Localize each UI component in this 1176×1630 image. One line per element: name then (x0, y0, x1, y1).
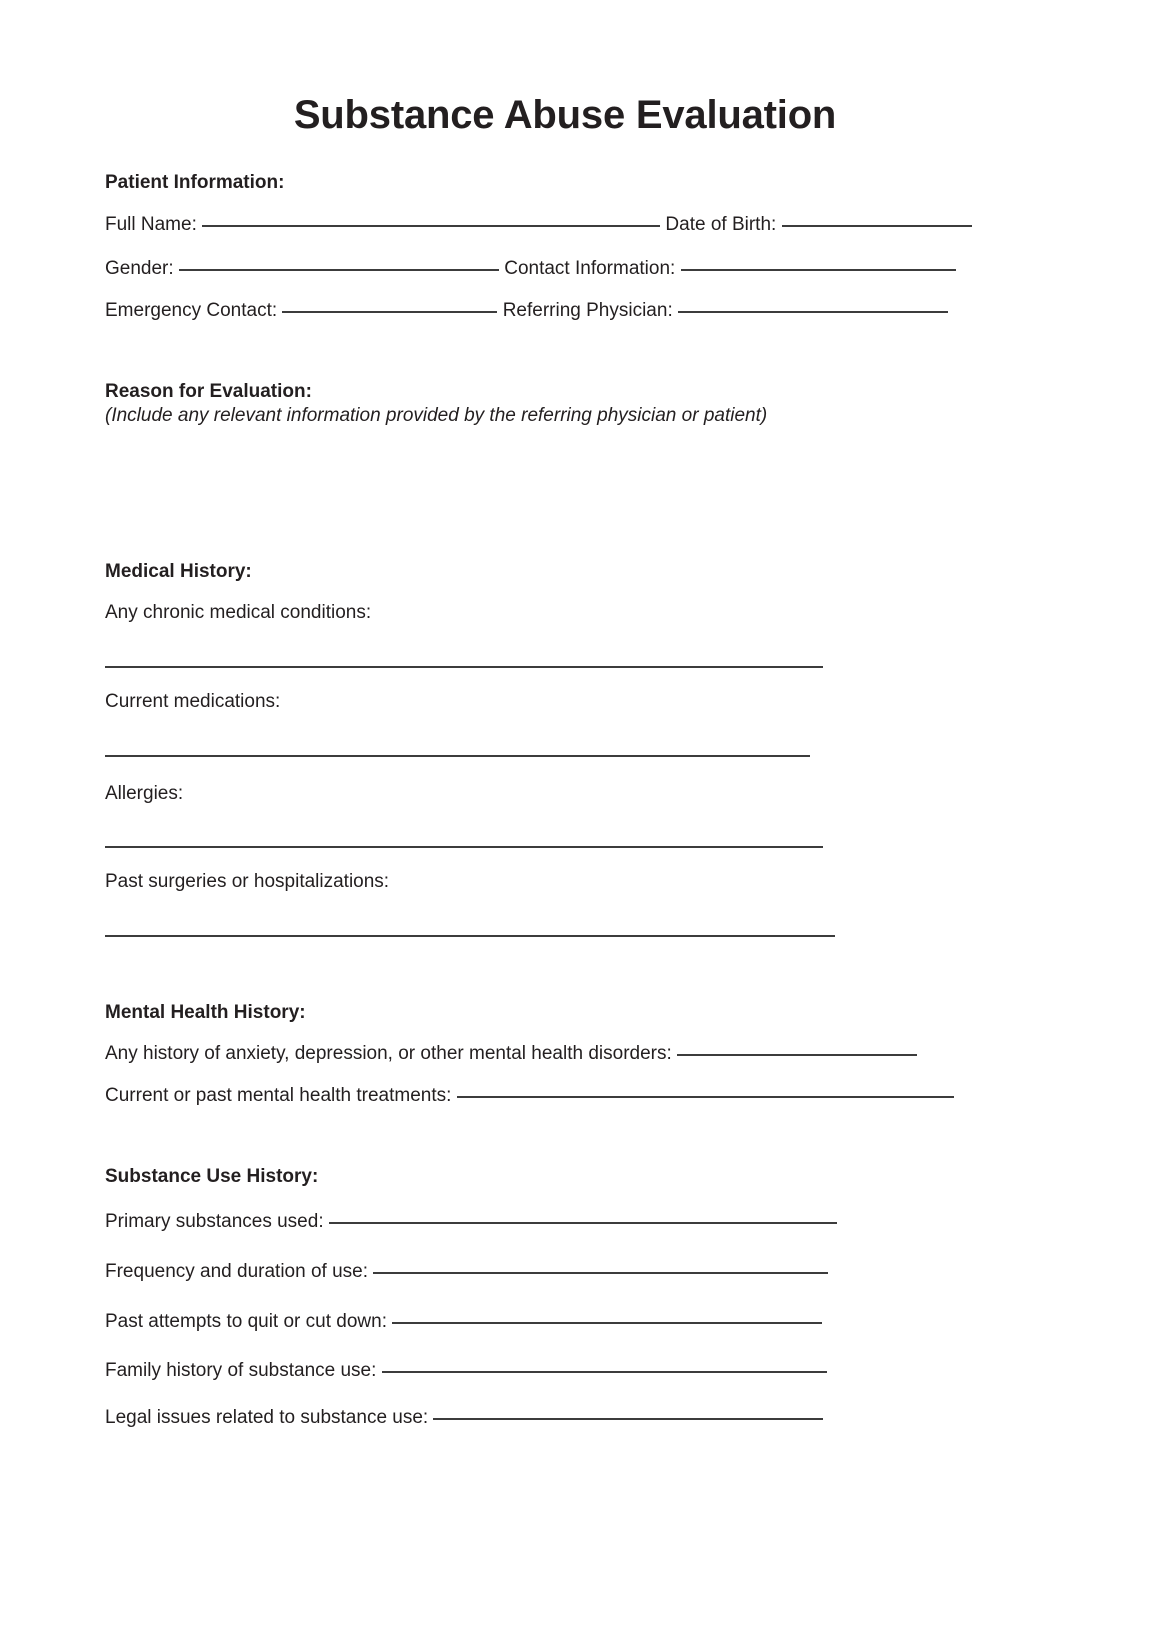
label-frequency-and-duration: Frequency and duration of use: (105, 1261, 374, 1282)
section-heading-patient-information: Patient Information: (105, 172, 285, 193)
section-heading-reason-for-evaluation: Reason for Evaluation: (105, 381, 312, 402)
label-mental-health-disorders: Any history of anxiety, depression, or other mental health disorders: (105, 1043, 678, 1064)
input-chronic-medical-conditions[interactable] (105, 666, 823, 668)
input-contact-information[interactable] (681, 269, 956, 271)
field-row-past-attempts-to-quit (105, 1311, 822, 1333)
section-heading-mental-health-history: Mental Health History: (105, 1002, 306, 1023)
input-past-surgeries-or-hospitalizations[interactable] (105, 935, 835, 937)
input-full-name[interactable] (202, 225, 660, 227)
input-emergency-contact[interactable] (282, 311, 497, 313)
label-contact-information: Contact Information: (498, 258, 681, 279)
input-mental-health-disorders[interactable] (677, 1054, 917, 1056)
field-row-frequency-and-duration (105, 1261, 828, 1283)
page-title: Substance Abuse Evaluation (293, 93, 837, 137)
label-legal-issues-related-to-substance-use: Legal issues related to substance use: (105, 1407, 434, 1428)
label-mental-health-treatments: Current or past mental health treatments: (105, 1085, 457, 1106)
input-date-of-birth[interactable] (782, 225, 972, 227)
field-row-full-name (105, 214, 972, 236)
label-full-name: Full Name: (105, 214, 203, 235)
section-heading-substance-use-history: Substance Use History: (105, 1166, 319, 1187)
input-gender[interactable] (179, 269, 499, 271)
input-primary-substances-used[interactable] (329, 1222, 837, 1224)
field-row-gender (105, 258, 956, 280)
label-emergency-contact: Emergency Contact: (105, 300, 283, 321)
label-date-of-birth: Date of Birth: (660, 214, 782, 235)
field-row-family-history (105, 1360, 827, 1382)
input-legal-issues-related-to-substance-use[interactable] (433, 1418, 823, 1420)
input-past-attempts-to-quit[interactable] (392, 1322, 822, 1324)
instruction-reason-for-evaluation: (Include any relevant information provided by the referring physician or patient) (105, 405, 768, 426)
section-heading-medical-history: Medical History: (105, 561, 252, 582)
label-current-medications: Current medications: (105, 691, 281, 712)
input-family-history-of-substance-use[interactable] (382, 1371, 827, 1373)
reason-for-evaluation-answer-area[interactable] (105, 435, 1015, 540)
input-frequency-and-duration[interactable] (373, 1272, 828, 1274)
field-row-emergency-contact (105, 300, 948, 322)
label-primary-substances-used: Primary substances used: (105, 1211, 329, 1232)
input-mental-health-treatments[interactable] (457, 1096, 954, 1098)
label-past-attempts-to-quit: Past attempts to quit or cut down: (105, 1311, 393, 1332)
input-referring-physician[interactable] (678, 311, 948, 313)
label-referring-physician: Referring Physician: (497, 300, 678, 321)
label-family-history-of-substance-use: Family history of substance use: (105, 1360, 382, 1381)
input-allergies[interactable] (105, 846, 823, 848)
label-past-surgeries-or-hospitalizations: Past surgeries or hospitalizations: (105, 871, 390, 892)
label-allergies: Allergies: (105, 783, 184, 804)
label-chronic-medical-conditions: Any chronic medical conditions: (105, 602, 372, 623)
input-current-medications[interactable] (105, 755, 810, 757)
label-gender: Gender: (105, 258, 179, 279)
field-row-primary-substances-used (105, 1211, 837, 1233)
field-row-mental-health-treatments (105, 1085, 954, 1107)
field-row-mental-health-disorders (105, 1043, 917, 1065)
field-row-legal-issues (105, 1407, 823, 1429)
